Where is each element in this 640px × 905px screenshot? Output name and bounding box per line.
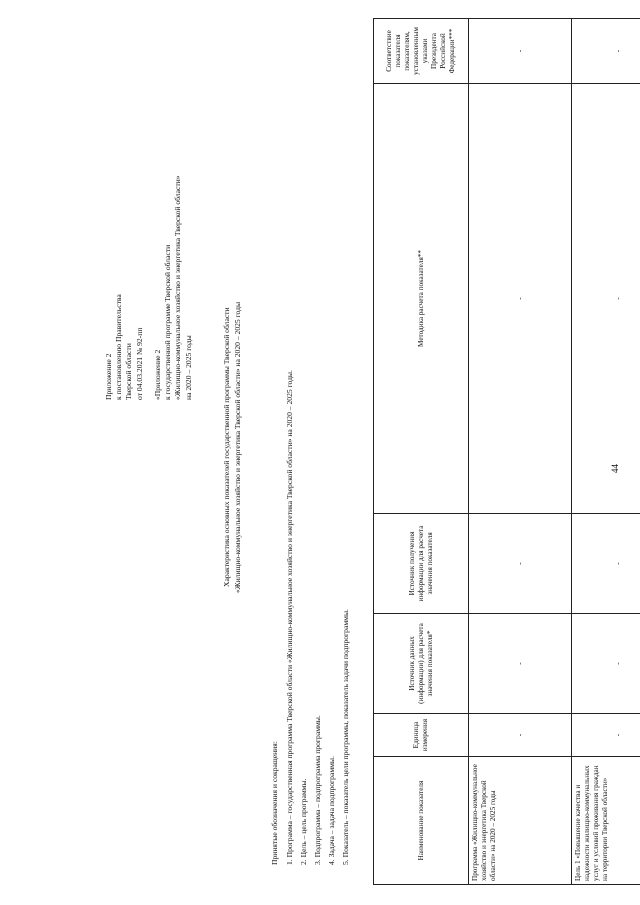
- table-row: [572, 19, 640, 885]
- appendix-header: [104, 294, 145, 400]
- compliance-cell: -: [469, 19, 572, 84]
- appendix-quote-line: «Жилищно-коммунальное хозяйство и энергетика Тверской области»: [173, 175, 183, 400]
- abbreviation-item: 1. Программа – государственная программа Тверской области «Жилищно-коммунальное хозяйство и энергетика Тверской области» на 2020 – 2025 годы.: [285, 370, 294, 865]
- unit-cell: -: [469, 714, 572, 757]
- column-header-compliance: Соответствие показателя показателям, установленным указами Президента Российской Федерации***: [374, 19, 469, 84]
- appendix-quote-line: на 2020 – 2025 годы: [183, 335, 193, 400]
- table-header-row: [374, 19, 469, 885]
- appendix-header-line: к постановлению Правительства: [114, 294, 124, 400]
- appendix-quote-line: к государственной программе Тверской области: [163, 244, 173, 400]
- method-cell: -: [572, 84, 640, 514]
- column-header-data-source: Источник данных (информации) для расчета значения показателя*: [374, 614, 469, 714]
- compliance-cell: -: [572, 19, 640, 84]
- indicator-name-cell: Программа «Жилищно-коммунальное хозяйство и энергетика Тверской области» на 2020 – 2025 годы: [469, 757, 572, 885]
- column-header-info-source: Источник получения информации для расчета значения показателя: [374, 514, 469, 614]
- data-source-cell: -: [469, 614, 572, 714]
- appendix-header-line: Тверской области: [124, 343, 134, 400]
- abbreviation-item: 3. Подпрограмма – подпрограмма программы.: [313, 715, 322, 865]
- appendix-header-line: от 04.03.2021 № 92-пп: [134, 327, 144, 400]
- indicator-name-cell: Цель 1 «Повышение качества и надежности жилищно-коммунальных услуг и условий проживания граждан на территории Тверской области»: [572, 757, 640, 885]
- document-title-line-2: «Жилищно-коммунальное хозяйство и энергетика Тверской области» на 2020 – 2025 годы: [233, 301, 242, 593]
- column-header-method: Методика расчета показателя**: [374, 84, 469, 514]
- abbreviation-item: 2. Цель – цель программы.: [299, 778, 308, 865]
- column-header-unit: Единица измерения: [374, 714, 469, 757]
- appendix-header-line: Приложение 2: [104, 353, 113, 400]
- info-source-cell: -: [469, 514, 572, 614]
- abbreviation-item: 5. Показатель – показатель цели программы, показатель задачи подпрограммы.: [341, 609, 350, 865]
- document-title-line-1: Характеристика основных показателей государственной программы Тверской области: [222, 307, 231, 587]
- page-number: 44: [610, 464, 620, 473]
- method-cell: -: [469, 84, 572, 514]
- appendix-quote: [153, 175, 194, 400]
- column-header-name: Наименование показателя: [374, 757, 469, 885]
- unit-cell: -: [572, 714, 640, 757]
- table-row: [469, 19, 572, 885]
- indicators-table: [373, 18, 640, 885]
- abbreviation-item: 4. Задача – задача подпрограммы.: [327, 756, 336, 865]
- appendix-quote-line: «Приложение 2: [153, 349, 162, 400]
- abbreviations-heading: Принятые обозначения и сокращения:: [270, 741, 279, 865]
- info-source-cell: -: [572, 514, 640, 614]
- data-source-cell: -: [572, 614, 640, 714]
